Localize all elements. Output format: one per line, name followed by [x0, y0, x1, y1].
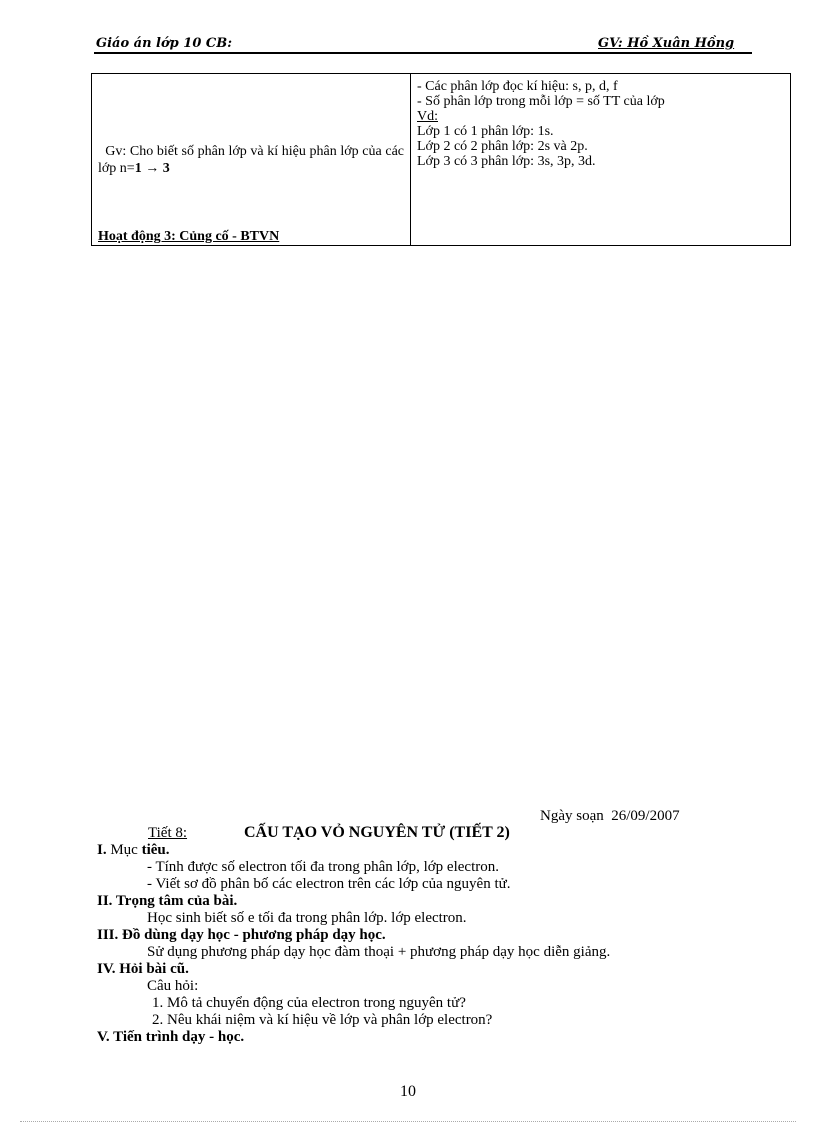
- objective-item: - Tính được số electron tối đa trong phân lớp, lớp electron.: [147, 859, 499, 875]
- review-question: 2. Nêu khái niệm và kí hiệu về lớp và phân lớp electron?: [152, 1012, 493, 1028]
- section-focus-heading: II. Trọng tâm của bài.: [97, 893, 238, 909]
- header-right: GV: Hồ Xuân Hồng: [598, 36, 735, 51]
- section-focus-text: Học sinh biết số e tối đa trong phân lớp. lớp electron.: [147, 910, 467, 926]
- header-rule: [94, 52, 752, 54]
- review-question: 1. Mô tả chuyển động của electron trong nguyên tử?: [152, 995, 466, 1011]
- answer-line: - Các phân lớp đọc kí hiệu: s, p, d, f: [417, 79, 618, 94]
- answer-line: - Số phân lớp trong mỗi lớp = số TT của lớp: [417, 94, 665, 109]
- example-label: Vd:: [417, 109, 438, 124]
- teacher-cell: [92, 74, 411, 246]
- section-procedure-heading: V. Tiến trình dạy - học.: [97, 1029, 245, 1045]
- answer-line: Lớp 3 có 3 phân lớp: 3s, 3p, 3d.: [417, 154, 596, 169]
- prep-date: Ngày soạn 26/09/2007: [540, 808, 680, 824]
- section-methods-heading: III. Đồ dùng dạy học - phương pháp dạy học.: [97, 927, 386, 943]
- section-objectives-heading: I. Mục tiêu.: [97, 842, 170, 858]
- lesson-table: [91, 73, 791, 246]
- lesson-title: CẤU TẠO VỎ NGUYÊN TỬ (TIẾT 2): [244, 824, 510, 841]
- questions-label: Câu hỏi:: [147, 978, 199, 994]
- period-label: Tiết 8:: [148, 825, 188, 841]
- layer-range: 1 → 3: [134, 161, 170, 176]
- objective-item: - Viết sơ đồ phân bố các electron trên các lớp của nguyên tử.: [147, 876, 511, 892]
- page-number: 10: [400, 1083, 416, 1100]
- section-review-heading: IV. Hỏi bài cũ.: [97, 961, 189, 977]
- header-left: Giáo án lớp 10 CB:: [96, 36, 233, 51]
- answer-line: Lớp 2 có 2 phân lớp: 2s và 2p.: [417, 139, 588, 154]
- answer-line: Lớp 1 có 1 phân lớp: 1s.: [417, 124, 554, 139]
- activity-heading: Hoạt động 3: Củng cố - BTVN: [98, 229, 280, 244]
- student-cell: [411, 74, 791, 246]
- page-edge-line: [20, 1121, 796, 1122]
- section-methods-text: Sử dụng phương pháp dạy học đàm thoại + phương pháp dạy học diễn giảng.: [147, 944, 611, 960]
- teacher-question: Gv: Cho biết số phân lớp và kí hiệu phân lớp của các lớp n=1 → 3: [98, 144, 404, 176]
